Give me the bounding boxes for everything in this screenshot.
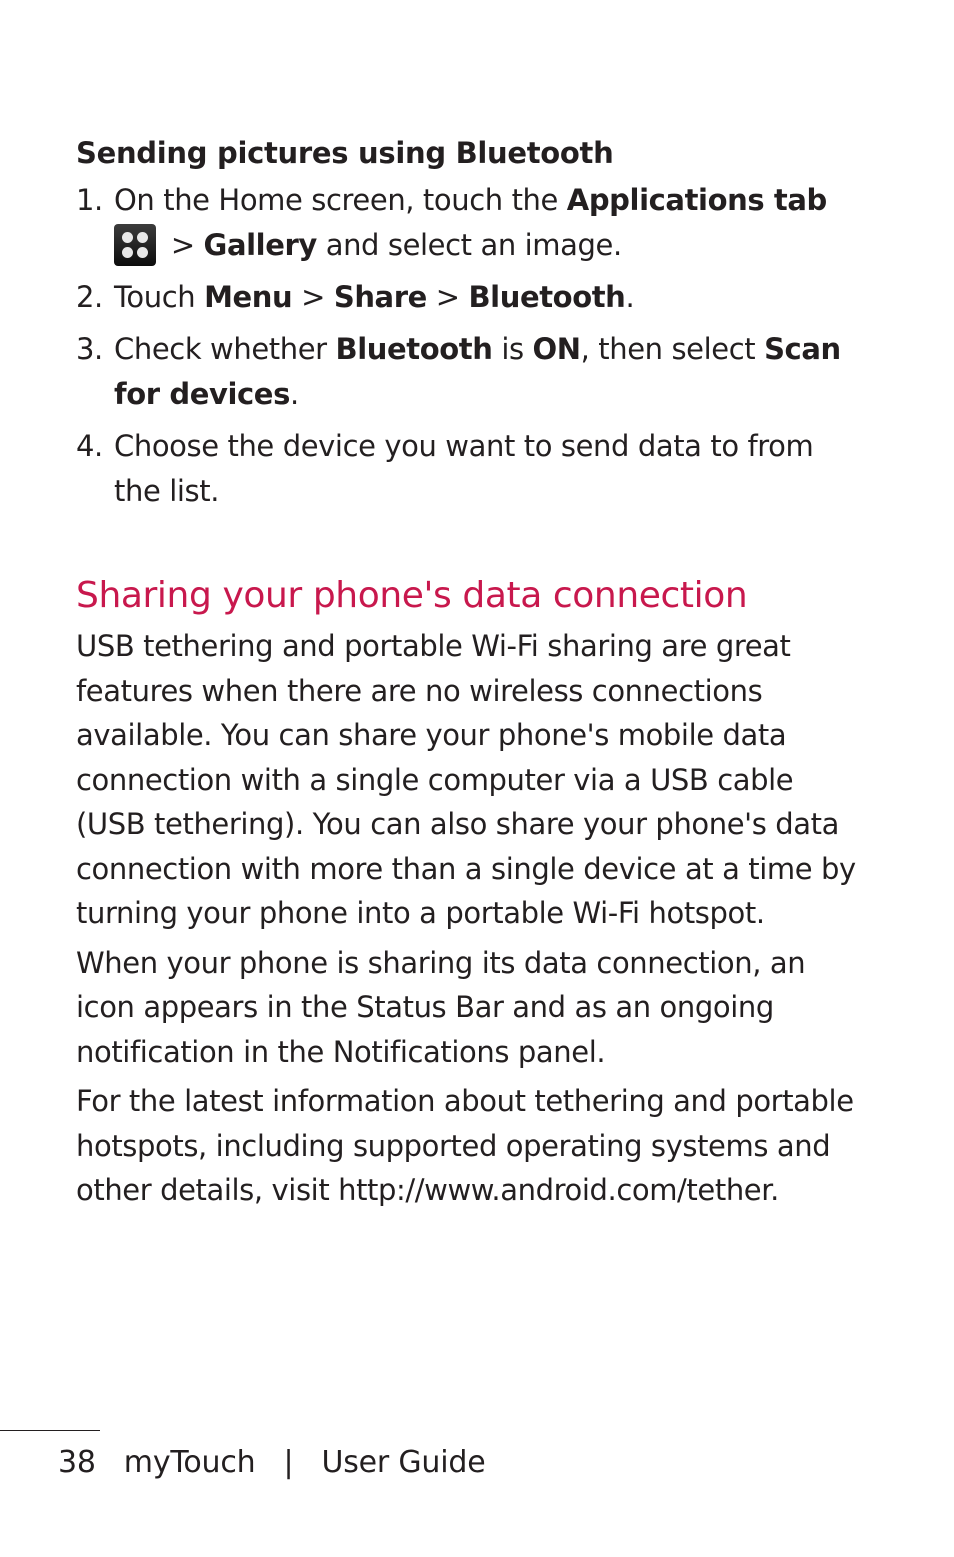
step-text: , then select xyxy=(580,332,765,366)
gallery-label: Gallery xyxy=(203,228,317,262)
step-text: On the Home screen, touch the xyxy=(114,183,567,217)
steps-list xyxy=(76,178,866,514)
menu-label: Menu xyxy=(204,280,293,314)
page-content xyxy=(76,130,866,1218)
paragraph: USB tethering and portable Wi-Fi sharing are great features when there are no wireless connections available. You can share your phone's mobile data connection with a single computer via a USB cable (USB tethering). You can also share your phone's data connection with more than a single device at a time by turning your phone into a portable Wi-Fi hotspot. xyxy=(76,629,856,930)
footer-rule xyxy=(0,1430,100,1431)
bluetooth-label: Bluetooth xyxy=(335,332,493,366)
step-number: 2. xyxy=(76,280,103,314)
scan-for-devices-label: Scan for devices xyxy=(114,332,841,411)
step-4 xyxy=(76,424,866,514)
step-text: Choose the device you want to send data to from the list. xyxy=(114,429,814,508)
applications-tab-label: Applications tab xyxy=(566,183,827,217)
applications-grid-icon xyxy=(114,224,156,266)
step-text: is xyxy=(492,332,533,366)
footer-guide: User Guide xyxy=(321,1445,486,1480)
step-text: Touch xyxy=(114,280,205,314)
paragraph: When your phone is sharing its data connection, an icon appears in the Status Bar and as an ongoing notification in the Notifications panel. xyxy=(76,945,806,1069)
step-text: . xyxy=(625,280,635,314)
bluetooth-label: Bluetooth xyxy=(468,280,626,314)
step-text: > xyxy=(292,280,334,314)
page-number: 38 xyxy=(58,1445,96,1480)
step-text: Check whether xyxy=(114,332,336,366)
step-text: . xyxy=(289,377,299,411)
step-text: > xyxy=(162,228,204,262)
paragraph: For the latest information about tethering and portable hotspots, including supported operating systems and other details, visit http://www.android.com/tether. xyxy=(76,1084,854,1207)
footer-separator: | xyxy=(283,1445,294,1480)
step-text: > xyxy=(426,280,469,314)
section-title: Sharing your phone's data connection xyxy=(76,575,748,616)
step-number: 3. xyxy=(76,332,103,366)
step-text: and select an image. xyxy=(316,228,622,262)
subsection-title: Sending pictures using Bluetooth xyxy=(76,136,614,170)
on-label: ON xyxy=(532,332,581,366)
page-footer xyxy=(58,1440,485,1486)
footer-product: myTouch xyxy=(123,1445,256,1480)
step-number: 1. xyxy=(76,183,103,217)
step-1 xyxy=(76,178,866,268)
step-number: 4. xyxy=(76,429,103,463)
step-3 xyxy=(76,327,866,417)
share-label: Share xyxy=(333,280,427,314)
step-2 xyxy=(76,275,866,320)
